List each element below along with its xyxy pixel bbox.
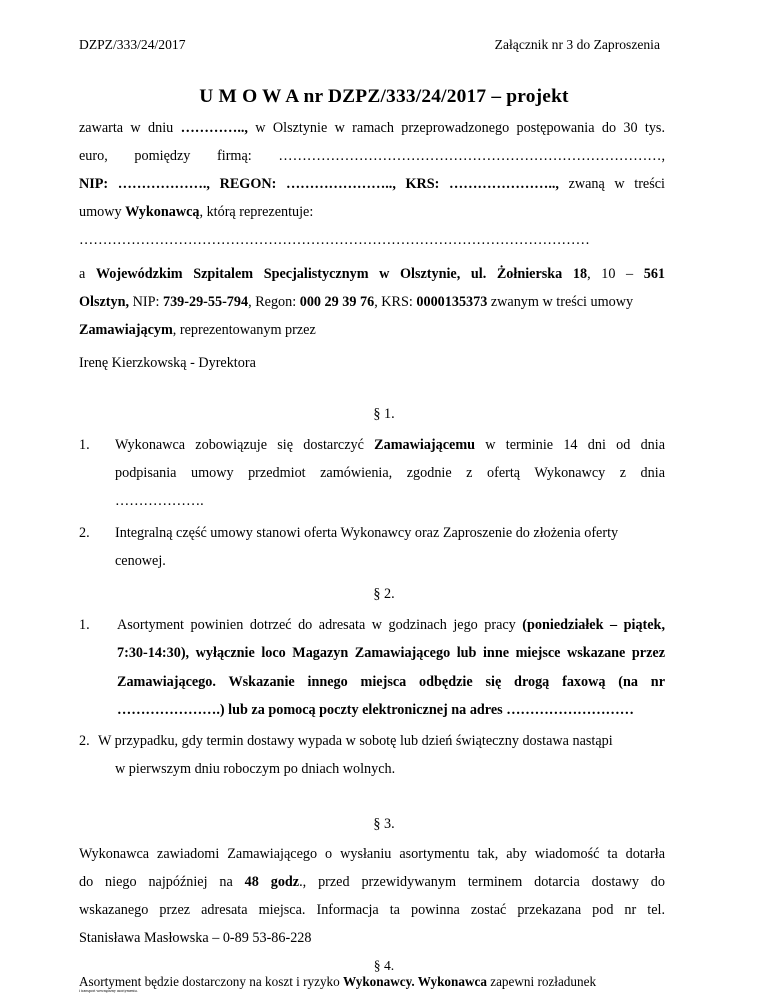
section-2-heading: § 2. [373,586,395,602]
section-3-line-2: do niego najpóźniej na 48 godz., przed przewidywanym terminem dotarcia dostawy do [79,874,665,890]
section-2-item-1-line-3: Zamawiającego. Wskazanie innego miejsca odbędzie się drogą faxową (na nr [117,674,665,690]
intro-dotted-line: ……………………………………………………………………………………………… [79,232,590,248]
section-2-item-2-number: 2. [79,733,90,749]
section-1-item-1-line-1: Wykonawca zobowiązuje się dostarczyć Zamawiającemu w terminie 14 dni od dnia [115,437,665,453]
document-title: U M O W A nr DZPZ/333/24/2017 – projekt [199,86,569,107]
intro-line-3: NIP: ………………., REGON: ………………….., KRS: ………………….., zwaną w treści [79,176,665,192]
section-2-item-2-line-1: W przypadku, gdy termin dostawy wypada w sobotę lub dzień świąteczny dostawa nastąpi [98,733,613,749]
party2-line-3: Zamawiającym, reprezentowanym przez [79,322,316,338]
section-4-line-1: Asortyment będzie dostarczony na koszt i ryzyko Wykonawcy. Wykonawca zapewni rozładunek [79,974,597,989]
header-attachment-note: Załącznik nr 3 do Zaproszenia [494,37,660,52]
intro-line-2: euro, pomiędzy firmą: ………………………………………………………………………, [79,148,665,164]
header-reference: DZPZ/333/24/2017 [79,37,186,52]
section-1-item-2-number: 2. [79,525,90,541]
section-1-item-1-number: 1. [79,437,90,453]
intro-line-1: zawarta w dniu ………….., w Olsztynie w ramach przeprowadzonego postępowania do 30 tys. [79,120,665,136]
section-4-heading: § 4. [373,958,395,973]
section-3-line-1: Wykonawca zawiadomi Zamawiającego o wysłaniu asortymentu tak, aby wiadomość ta dotarła [79,846,665,862]
intro-line-4: umowy Wykonawcą, którą reprezentuje: [79,204,314,220]
section-1-item-2-line-2: cenowej. [115,553,166,569]
section-1-item-1-line-2: podpisania umowy przedmiot zamówienia, zgodnie z ofertą Wykonawcy z dnia [115,465,665,481]
section-3-heading: § 3. [373,816,395,832]
section-2-item-1-line-1: Asortyment powinien dotrzeć do adresata w godzinach jego pracy (poniedziałek – piątek, [117,617,665,633]
section-2-item-1-number: 1. [79,617,90,633]
section-4-line-2: i transport wewnętrzny asortymentu. [79,989,138,993]
party2-representative: Irenę Kierzkowską - Dyrektora [79,355,256,371]
section-2-item-1-line-2: 7:30-14:30), wyłącznie loco Magazyn Zamawiającego lub inne miejsce wskazane przez [117,645,665,661]
section-2-item-1-line-4: ………………….) lub za pomocą poczty elektronicznej na adres ……………………… [117,702,634,718]
section-3-line-3: wskazanego przez adresata miejsca. Informacja ta powinna zostać przekazana pod nr tel. [79,902,665,918]
section-2-item-2-line-2: w pierwszym dniu roboczym po dniach wolnych. [115,761,396,777]
section-3-line-4: Stanisława Masłowska – 0-89 53-86-228 [79,930,312,946]
section-1-item-1-line-3: ………………. [115,493,204,509]
party2-line-2: Olsztyn, NIP: 739-29-55-794, Regon: 000 29 39 76, KRS: 0000135373 zwanym w treści umowy [79,294,634,310]
section-1-item-2-line-1: Integralną część umowy stanowi oferta Wykonawcy oraz Zaproszenie do złożenia oferty [115,525,619,541]
section-1-heading: § 1. [373,406,395,422]
party2-line-1: a Wojewódzkim Szpitalem Specjalistycznym w Olsztynie, ul. Żołnierska 18, 10 – 561 [79,266,665,282]
